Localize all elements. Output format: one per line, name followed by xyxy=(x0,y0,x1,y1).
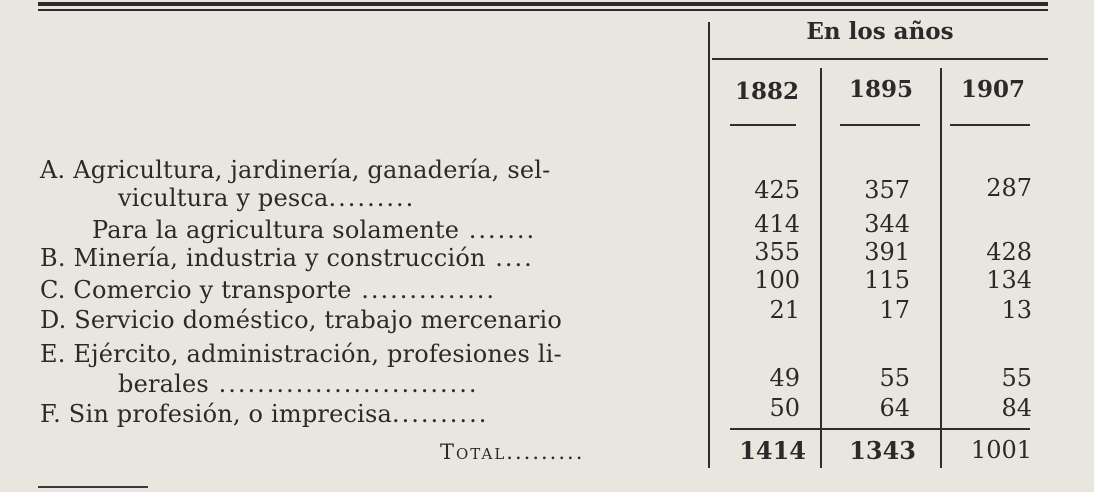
row-e-label-cont xyxy=(118,370,479,398)
row-a-1882: 425 xyxy=(754,176,800,204)
row-b-1882: 355 xyxy=(754,238,800,266)
total-1895: 1343 xyxy=(849,436,916,465)
row-a-text-2: vicultura y pesca xyxy=(118,184,329,212)
row-f-1882: 50 xyxy=(769,394,800,422)
row-d-label xyxy=(40,306,562,334)
top-rule-thin xyxy=(38,9,1048,11)
row-c-1895: 115 xyxy=(864,266,910,294)
total-label xyxy=(440,440,584,464)
row-e-text: Ejército, administración, profesiones li- xyxy=(73,340,562,368)
row-f-letter: F. xyxy=(40,400,61,428)
row-b-1895: 391 xyxy=(864,238,910,266)
total-1882: 1414 xyxy=(739,436,806,465)
row-a-sub-label xyxy=(92,216,536,244)
total-1907: 1001 xyxy=(970,436,1032,464)
group-header-rule xyxy=(712,58,1048,60)
row-e-1895: 55 xyxy=(879,364,910,392)
row-b-letter: B. xyxy=(40,244,66,272)
row-a-letter: A. xyxy=(40,156,66,184)
row-f-leader: .......... xyxy=(392,400,489,428)
row-e-leader: ........................... xyxy=(208,370,479,398)
row-a-leader: ......... xyxy=(328,184,416,212)
row-c-1882: 100 xyxy=(754,266,800,294)
row-c-letter: C. xyxy=(40,276,66,304)
year-header-1895: 1895 xyxy=(848,76,913,103)
row-d-1907: 13 xyxy=(1001,296,1032,324)
top-rule-thick xyxy=(38,2,1048,6)
row-a-1895: 357 xyxy=(864,176,910,204)
row-f-1907: 84 xyxy=(1001,394,1032,422)
row-c-label xyxy=(40,276,496,304)
row-b-text: Minería, industria y construcción xyxy=(73,244,486,272)
row-a-sub-1882: 414 xyxy=(754,210,800,238)
year-underline-1907 xyxy=(950,124,1030,126)
year-divider-2 xyxy=(940,68,942,468)
row-f-label xyxy=(40,400,488,428)
total-rule xyxy=(730,428,1030,430)
year-header-1882: 1882 xyxy=(734,78,799,105)
row-f-text: Sin profesión, o imprecisa xyxy=(68,400,393,428)
row-a-text: Agricultura, jardinería, ganadería, sel- xyxy=(73,156,551,184)
row-d-1895: 17 xyxy=(879,296,910,324)
row-a-sub-leader: ....... xyxy=(459,216,537,244)
row-d-text: Servicio doméstico, trabajo mercenario xyxy=(74,306,563,334)
year-underline-1895 xyxy=(840,124,920,126)
row-c-1907: 134 xyxy=(986,266,1032,294)
total-leader: ......... xyxy=(506,440,585,464)
row-b-leader: .... xyxy=(485,244,534,272)
row-a-label xyxy=(40,156,550,184)
row-d-letter: D. xyxy=(40,306,67,334)
year-header-1907: 1907 xyxy=(960,76,1025,103)
row-a-sub-text: Para la agricultura solamente xyxy=(92,216,460,244)
row-b-1907: 428 xyxy=(986,238,1032,266)
row-f-1895: 64 xyxy=(879,394,910,422)
row-d-1882: 21 xyxy=(769,296,800,324)
row-e-label xyxy=(40,340,562,368)
row-c-leader: .............. xyxy=(351,276,496,304)
row-a-label-cont xyxy=(118,184,415,212)
row-e-1882: 49 xyxy=(769,364,800,392)
group-header: En los años xyxy=(806,18,954,45)
row-a-sub-1895: 344 xyxy=(864,210,910,238)
label-column-divider xyxy=(708,22,710,468)
row-e-text-2: berales xyxy=(118,370,209,398)
total-text: Total xyxy=(440,440,507,464)
row-c-text: Comercio y transporte xyxy=(73,276,352,304)
year-underline-1882 xyxy=(730,124,796,126)
row-a-1907: 287 xyxy=(986,174,1032,202)
row-e-letter: E. xyxy=(40,340,66,368)
row-b-label xyxy=(40,244,534,272)
footer-rule xyxy=(38,486,148,488)
row-e-1907: 55 xyxy=(1001,364,1032,392)
year-divider-1 xyxy=(820,68,822,468)
